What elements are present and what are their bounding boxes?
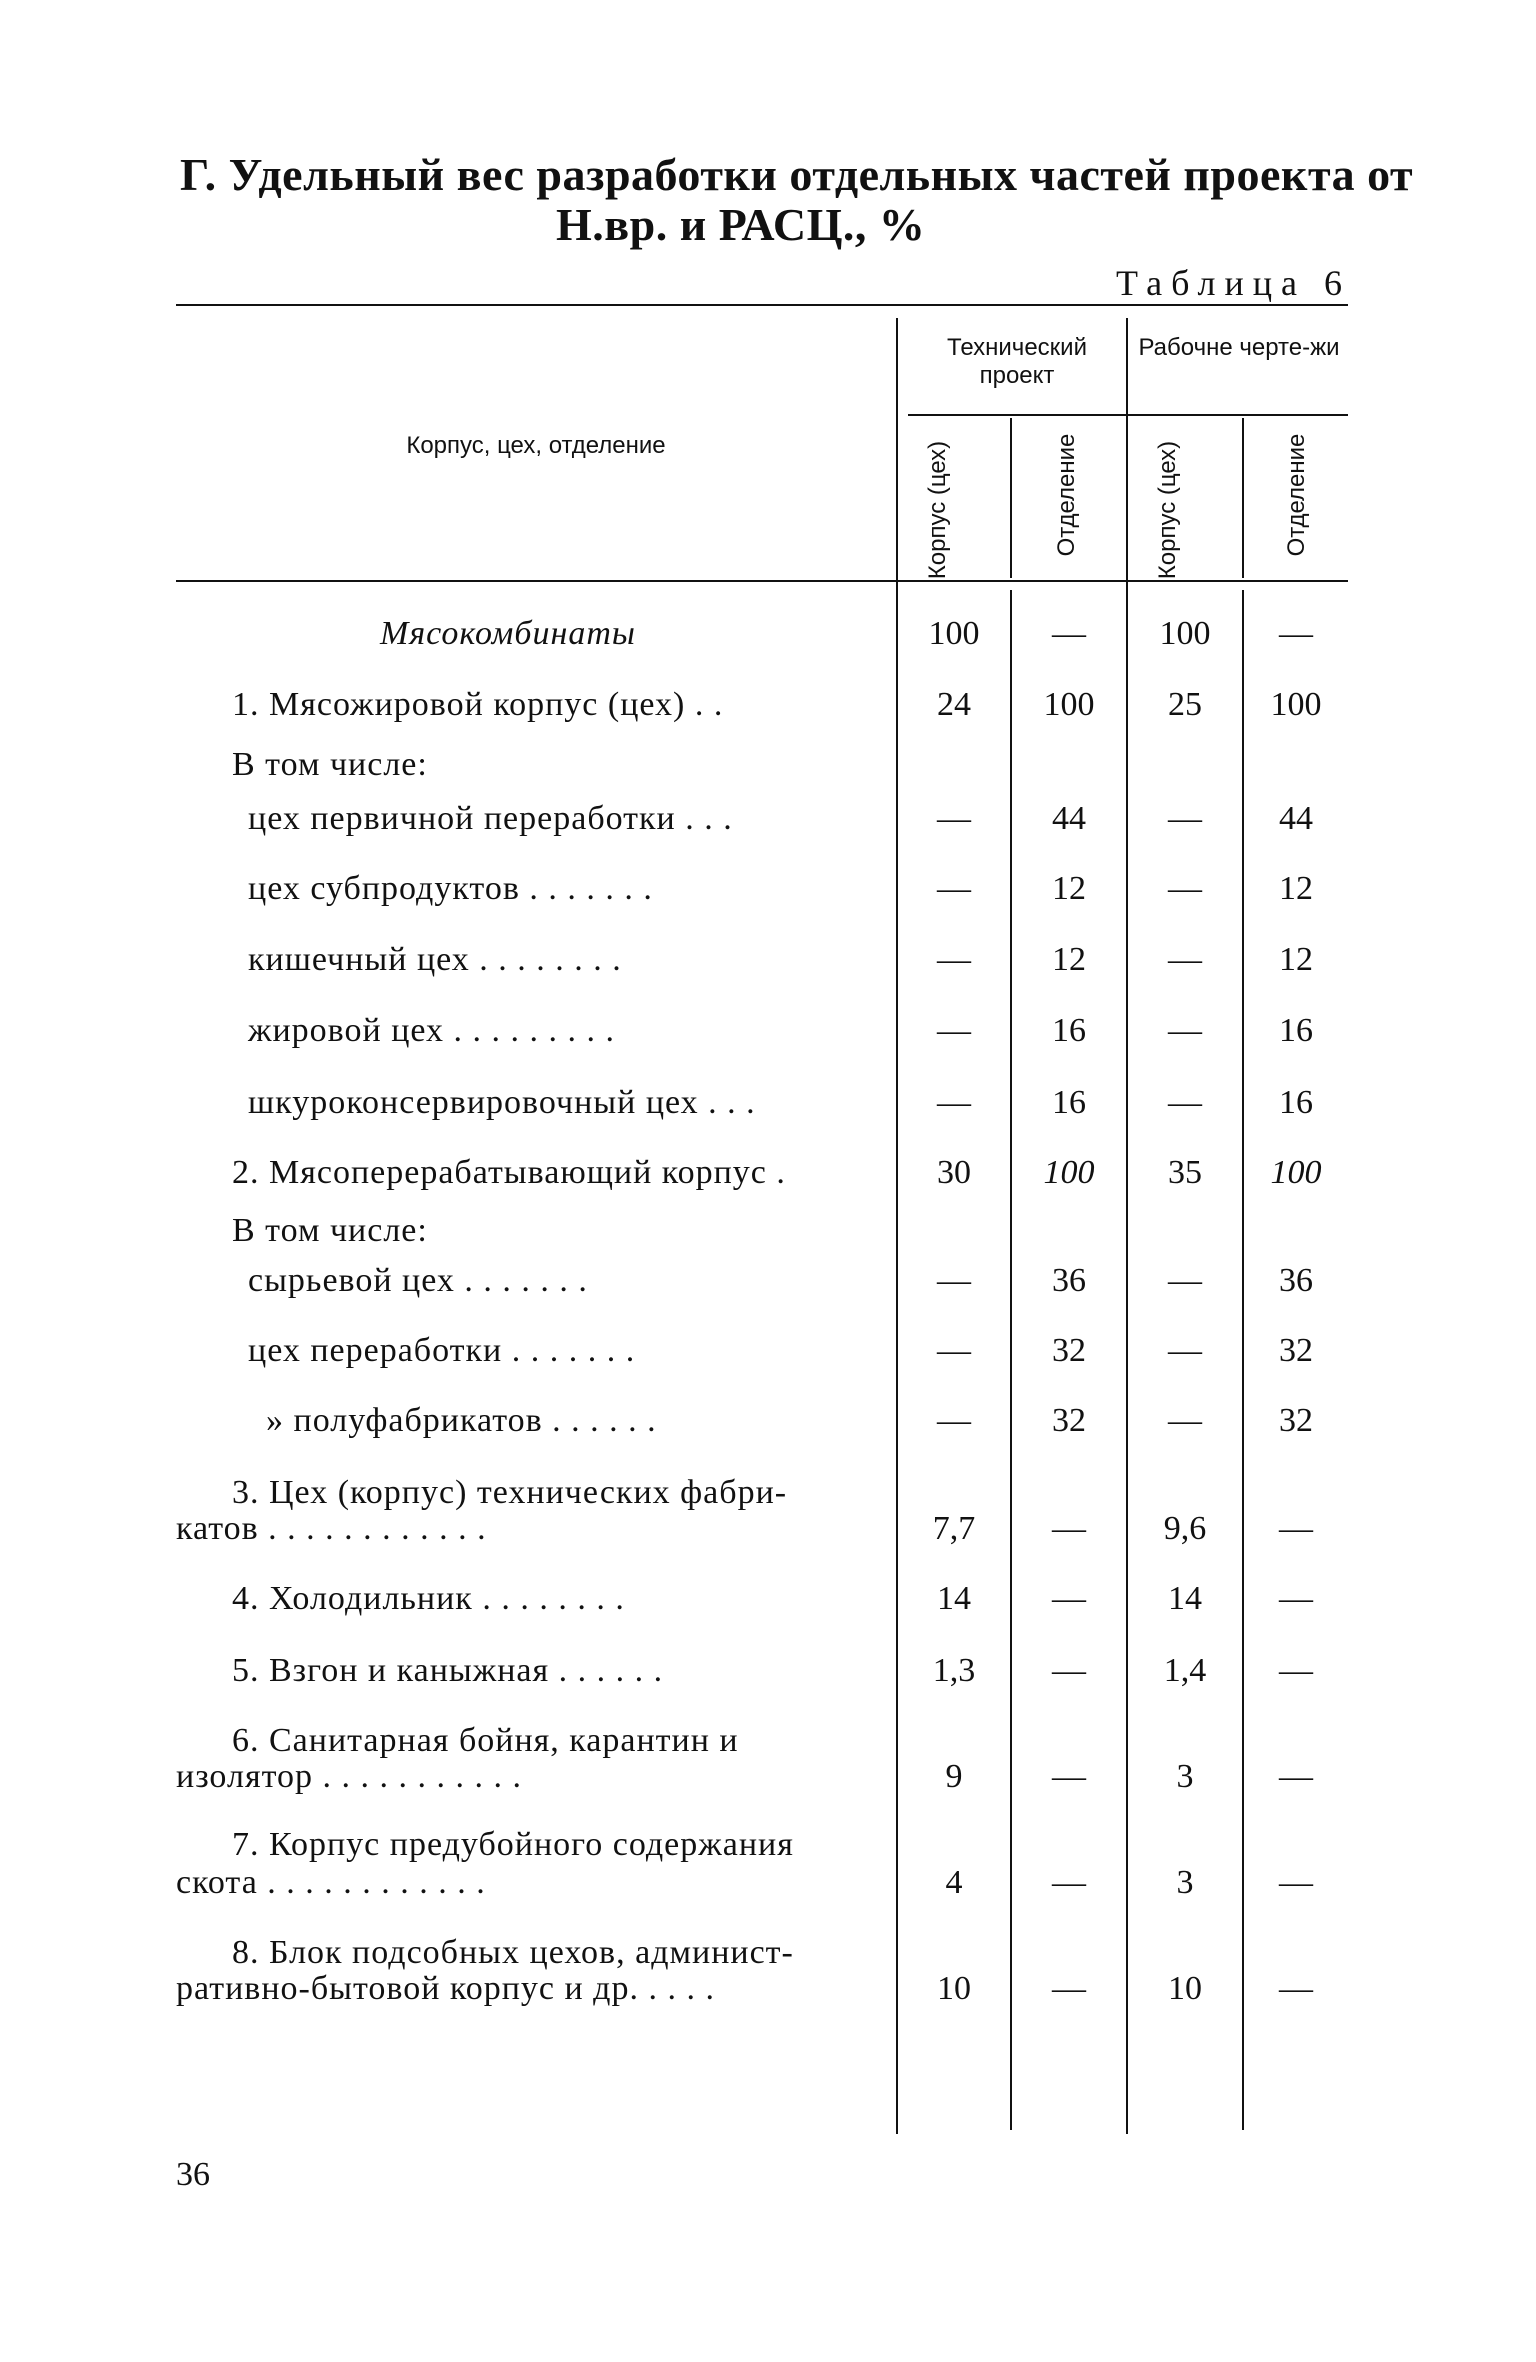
cell-tech-otdelenie: — [1052, 1510, 1086, 1547]
cell-work-korpus: 9,6 [1163, 1510, 1207, 1547]
cell-work-korpus: 1,4 [1163, 1652, 1207, 1689]
cell-tech-korpus: — [937, 941, 971, 978]
cell-work-otdelenie: 100 [1270, 686, 1322, 723]
cell-tech-korpus: — [937, 1402, 971, 1439]
col-group-technical: Технический проект [947, 334, 1087, 389]
header-bottom-rule [176, 580, 1348, 582]
cell-tech-otdelenie: 16 [1052, 1012, 1086, 1049]
row-label: 2. Мясоперерабатывающий корпус . [232, 1154, 786, 1191]
cell-work-otdelenie: 100 [1270, 1154, 1322, 1191]
row-label: 3. Цех (корпус) технических фабри- [232, 1474, 788, 1511]
cell-tech-otdelenie: 32 [1052, 1402, 1086, 1439]
col-group-working: Рабочне черте-жи [1138, 334, 1340, 361]
cell-work-otdelenie: — [1279, 615, 1313, 652]
table-number: Таблица 6 [1116, 263, 1351, 303]
cell-tech-korpus: 100 [928, 615, 980, 652]
cell-tech-korpus: 14 [937, 1580, 971, 1617]
cell-work-korpus: — [1168, 1262, 1202, 1299]
col-divider-2a [1010, 418, 1012, 578]
cell-work-otdelenie: — [1279, 1970, 1313, 2007]
row-label: В том числе: [232, 1212, 428, 1249]
col-divider-3 [1126, 318, 1128, 2134]
cell-work-korpus: 14 [1168, 1580, 1202, 1617]
cell-tech-korpus: — [937, 800, 971, 837]
col-header-main: Корпус, цех, отделение [406, 432, 666, 459]
cell-work-otdelenie: 12 [1279, 941, 1313, 978]
cell-work-korpus: 35 [1168, 1154, 1202, 1191]
cell-tech-otdelenie: 16 [1052, 1084, 1086, 1121]
cell-tech-korpus: 1,3 [932, 1652, 976, 1689]
cell-tech-korpus: 24 [937, 686, 971, 723]
cell-tech-korpus: — [937, 1012, 971, 1049]
cell-work-otdelenie: — [1279, 1510, 1313, 1547]
cell-work-korpus: — [1168, 800, 1202, 837]
cell-tech-korpus: 9 [945, 1758, 963, 1795]
cell-work-korpus: 10 [1168, 1970, 1202, 2007]
row-label: 5. Взгон и каныжная . . . . . . [232, 1652, 664, 1689]
cell-tech-otdelenie: 12 [1052, 941, 1086, 978]
cell-work-otdelenie: 16 [1279, 1084, 1313, 1121]
cell-work-korpus: 3 [1176, 1758, 1194, 1795]
row-label: жировой цех . . . . . . . . . [248, 1012, 616, 1049]
cell-work-korpus: 100 [1159, 615, 1211, 652]
cell-tech-otdelenie: — [1052, 1970, 1086, 2007]
cell-tech-otdelenie: 36 [1052, 1262, 1086, 1299]
subcol-korpus-1: Корпус (цех) [924, 440, 951, 580]
row-label: цех первичной переработки . . . [248, 800, 733, 837]
cell-work-otdelenie: — [1279, 1652, 1313, 1689]
row-label: Мясокомбинаты [380, 615, 636, 652]
row-label: В том числе: [232, 746, 428, 783]
cell-tech-otdelenie: 12 [1052, 870, 1086, 907]
subcol-korpus-2: Корпус (цех) [1154, 440, 1181, 580]
page-number: 36 [176, 2156, 210, 2193]
cell-work-otdelenie: — [1279, 1864, 1313, 1901]
cell-work-korpus: — [1168, 1012, 1202, 1049]
subcol-otdelenie-2: Отделение [1283, 433, 1310, 557]
cell-work-korpus: — [1168, 941, 1202, 978]
col-divider-1 [896, 318, 898, 2134]
cell-tech-otdelenie: — [1052, 1864, 1086, 1901]
cell-tech-korpus: — [937, 1332, 971, 1369]
col-divider-4a [1242, 418, 1244, 578]
cell-work-otdelenie: — [1279, 1580, 1313, 1617]
cell-work-otdelenie: — [1279, 1758, 1313, 1795]
row-label: кишечный цех . . . . . . . . [248, 941, 622, 978]
row-label: 7. Корпус предубойного содержания [232, 1826, 794, 1863]
cell-work-otdelenie: 16 [1279, 1012, 1313, 1049]
cell-tech-otdelenie: — [1052, 615, 1086, 652]
cell-tech-korpus: — [937, 870, 971, 907]
cell-work-otdelenie: 32 [1279, 1332, 1313, 1369]
cell-tech-otdelenie: — [1052, 1758, 1086, 1795]
cell-tech-otdelenie: 32 [1052, 1332, 1086, 1369]
row-label: » полуфабрикатов . . . . . . [266, 1402, 657, 1439]
cell-work-korpus: 25 [1168, 686, 1202, 723]
cell-tech-otdelenie: 100 [1043, 1154, 1095, 1191]
cell-work-korpus: — [1168, 1402, 1202, 1439]
cell-work-otdelenie: 44 [1279, 800, 1313, 837]
row-label: шкуроконсервировочный цех . . . [248, 1084, 756, 1121]
cell-tech-korpus: 10 [937, 1970, 971, 2007]
row-label: 1. Мясожировой корпус (цех) . . [232, 686, 724, 723]
cell-tech-otdelenie: 100 [1043, 686, 1095, 723]
heading-line1: Г. Удельный вес разработки отдельных частей проекта от [180, 149, 1414, 200]
cell-tech-otdelenie: — [1052, 1580, 1086, 1617]
cell-tech-korpus: 7,7 [932, 1510, 976, 1547]
row-label: 6. Санитарная бойня, карантин и [232, 1722, 739, 1759]
row-label: цех переработки . . . . . . . [248, 1332, 636, 1369]
row-label: 8. Блок подсобных цехов, админист- [232, 1934, 794, 1971]
row-label-cont: изолятор . . . . . . . . . . . [176, 1758, 522, 1795]
cell-tech-korpus: — [937, 1262, 971, 1299]
row-label: сырьевой цех . . . . . . . [248, 1262, 588, 1299]
header-group-rule [908, 414, 1348, 416]
subcol-otdelenie-1: Отделение [1053, 433, 1080, 557]
cell-work-korpus: — [1168, 1332, 1202, 1369]
row-label-cont: ративно-бытовой корпус и др. . . . . [176, 1970, 715, 2007]
cell-tech-otdelenie: — [1052, 1652, 1086, 1689]
cell-work-otdelenie: 36 [1279, 1262, 1313, 1299]
row-label: 4. Холодильник . . . . . . . . [232, 1580, 625, 1617]
cell-tech-otdelenie: 44 [1052, 800, 1086, 837]
cell-work-otdelenie: 12 [1279, 870, 1313, 907]
table-top-rule [176, 304, 1348, 306]
row-label-cont: катов . . . . . . . . . . . . [176, 1510, 487, 1547]
cell-work-korpus: — [1168, 870, 1202, 907]
cell-tech-korpus: 4 [945, 1864, 963, 1901]
heading-line2: Н.вр. и РАСЦ., % [556, 199, 926, 250]
cell-work-otdelenie: 32 [1279, 1402, 1313, 1439]
cell-tech-korpus: — [937, 1084, 971, 1121]
row-label: цех субпродуктов . . . . . . . [248, 870, 653, 907]
cell-work-korpus: 3 [1176, 1864, 1194, 1901]
cell-tech-korpus: 30 [937, 1154, 971, 1191]
cell-work-korpus: — [1168, 1084, 1202, 1121]
row-label-cont: скота . . . . . . . . . . . . [176, 1864, 486, 1901]
